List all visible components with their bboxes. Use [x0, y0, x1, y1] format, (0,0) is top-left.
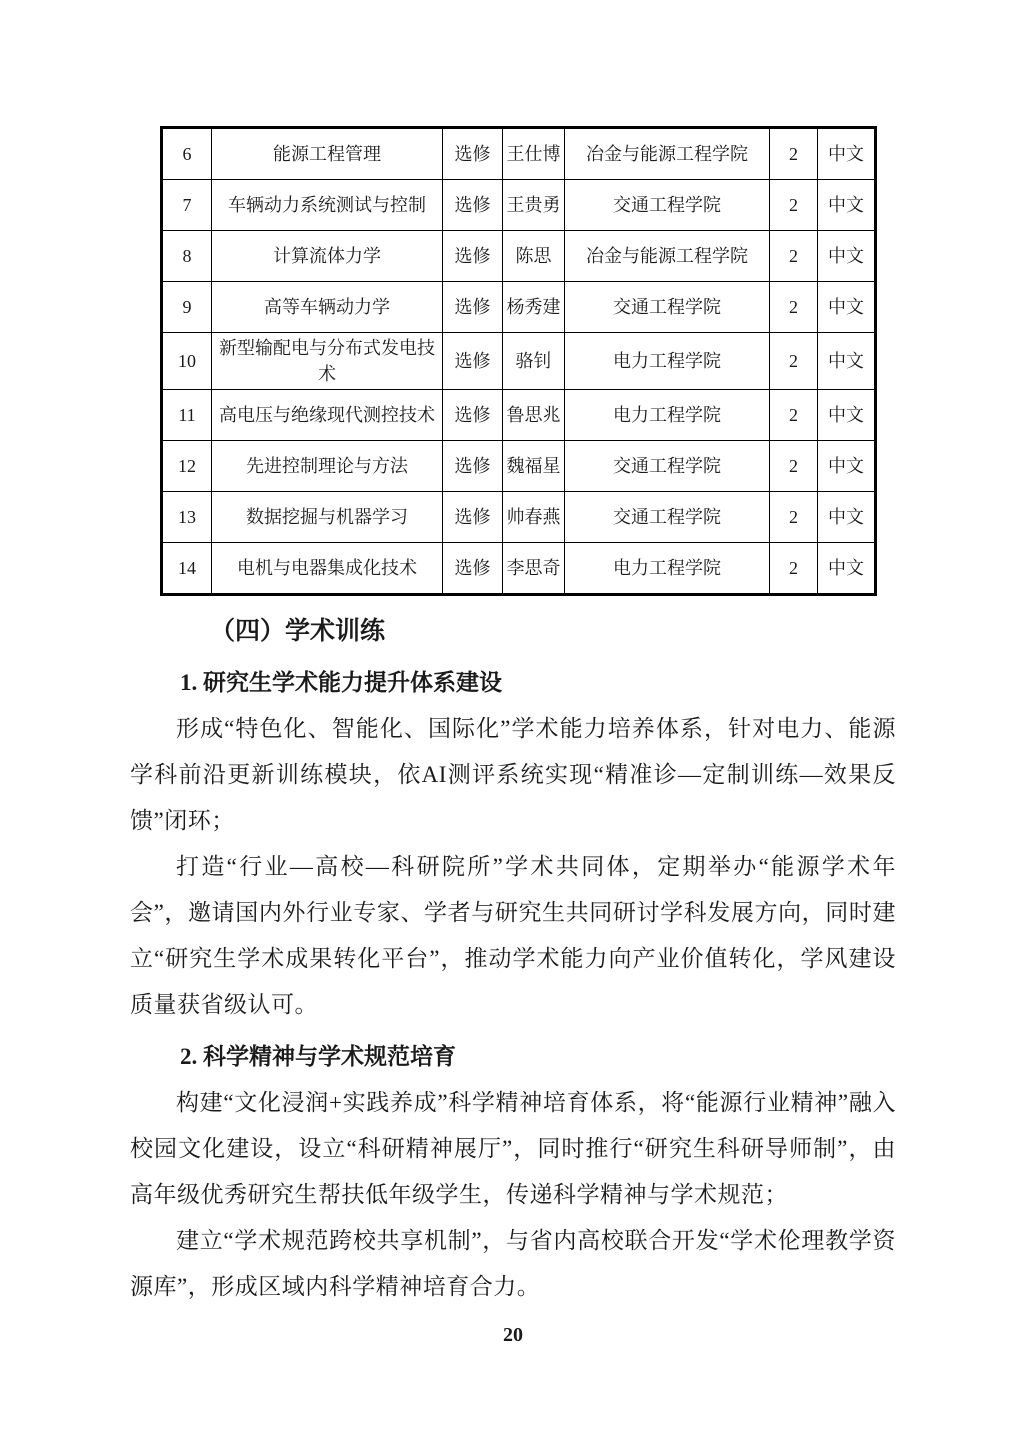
cell-number: 13 — [162, 492, 212, 543]
cell-teacher: 李思奇 — [503, 543, 565, 595]
subsection-1-heading: 1. 研究生学术能力提升体系建设 — [180, 670, 502, 696]
cell-course: 高等车辆动力学 — [212, 282, 443, 333]
cell-type: 选修 — [443, 333, 503, 390]
cell-teacher: 鲁思兆 — [503, 390, 565, 441]
cell-course: 数据挖掘与机器学习 — [212, 492, 443, 543]
cell-credits: 2 — [770, 492, 818, 543]
cell-course: 高电压与绝缘现代测控技术 — [212, 390, 443, 441]
cell-number: 14 — [162, 543, 212, 595]
cell-type: 选修 — [443, 128, 503, 180]
cell-credits: 2 — [770, 128, 818, 180]
cell-course: 先进控制理论与方法 — [212, 441, 443, 492]
table-row — [162, 333, 876, 390]
cell-type: 选修 — [443, 180, 503, 231]
cell-language: 中文 — [818, 492, 876, 543]
cell-credits: 2 — [770, 333, 818, 390]
page-number: 20 — [503, 1324, 523, 1347]
cell-teacher: 王贵勇 — [503, 180, 565, 231]
paragraph-2: 打造“行业—高校—科研院所”学术共同体，定期举办“能源学术年会”，邀请国内外行业专家、学者与研究生共同研讨学科发展方向，同时建立“研究生学术成果转化平台”，推动学术能力向产业价值转化，学风建设质量获省级认可。 — [130, 854, 896, 1018]
cell-college: 交通工程学院 — [565, 492, 770, 543]
cell-number: 9 — [162, 282, 212, 333]
cell-college: 电力工程学院 — [565, 543, 770, 595]
cell-college: 交通工程学院 — [565, 441, 770, 492]
cell-number: 8 — [162, 231, 212, 282]
table-row — [162, 492, 876, 543]
paragraph-4: 建立“学术规范跨校共享机制”，与省内高校联合开发“学术伦理教学资源库”，形成区域内科学精神培育合力。 — [130, 1228, 896, 1300]
cell-teacher: 王仕博 — [503, 128, 565, 180]
cell-credits: 2 — [770, 231, 818, 282]
cell-college: 冶金与能源工程学院 — [565, 128, 770, 180]
cell-course: 车辆动力系统测试与控制 — [212, 180, 443, 231]
paragraph-1: 形成“特色化、智能化、国际化”学术能力培养体系，针对电力、能源学科前沿更新训练模块，依AI测评系统实现“精准诊—定制训练—效果反馈”闭环； — [130, 716, 896, 834]
table-row — [162, 282, 876, 333]
table-row — [162, 543, 876, 595]
cell-college: 电力工程学院 — [565, 333, 770, 390]
cell-course: 计算流体力学 — [212, 231, 443, 282]
table-row — [162, 231, 876, 282]
cell-type: 选修 — [443, 390, 503, 441]
cell-type: 选修 — [443, 441, 503, 492]
table-row — [162, 180, 876, 231]
cell-credits: 2 — [770, 390, 818, 441]
table-row — [162, 441, 876, 492]
cell-teacher: 魏福星 — [503, 441, 565, 492]
cell-language: 中文 — [818, 441, 876, 492]
cell-language: 中文 — [818, 390, 876, 441]
cell-number: 10 — [162, 333, 212, 390]
cell-type: 选修 — [443, 231, 503, 282]
cell-type: 选修 — [443, 543, 503, 595]
cell-language: 中文 — [818, 128, 876, 180]
cell-credits: 2 — [770, 180, 818, 231]
subsection-2-heading: 2. 科学精神与学术规范培育 — [180, 1044, 456, 1070]
cell-language: 中文 — [818, 543, 876, 595]
elective-course-table — [160, 126, 877, 596]
cell-language: 中文 — [818, 282, 876, 333]
cell-course: 新型输配电与分布式发电技术 — [212, 333, 443, 390]
cell-number: 7 — [162, 180, 212, 231]
cell-teacher: 杨秀建 — [503, 282, 565, 333]
cell-type: 选修 — [443, 492, 503, 543]
cell-credits: 2 — [770, 441, 818, 492]
cell-number: 11 — [162, 390, 212, 441]
cell-college: 交通工程学院 — [565, 180, 770, 231]
cell-language: 中文 — [818, 333, 876, 390]
cell-college: 电力工程学院 — [565, 390, 770, 441]
table-row — [162, 128, 876, 180]
cell-credits: 2 — [770, 543, 818, 595]
cell-number: 12 — [162, 441, 212, 492]
table-row — [162, 390, 876, 441]
cell-course: 能源工程管理 — [212, 128, 443, 180]
cell-teacher: 骆钊 — [503, 333, 565, 390]
cell-number: 6 — [162, 128, 212, 180]
cell-teacher: 帅春燕 — [503, 492, 565, 543]
cell-course: 电机与电器集成化技术 — [212, 543, 443, 595]
cell-teacher: 陈思 — [503, 231, 565, 282]
section-heading-academic-training: （四）学术训练 — [210, 618, 386, 646]
cell-language: 中文 — [818, 180, 876, 231]
cell-credits: 2 — [770, 282, 818, 333]
cell-type: 选修 — [443, 282, 503, 333]
cell-college: 交通工程学院 — [565, 282, 770, 333]
cell-language: 中文 — [818, 231, 876, 282]
cell-college: 冶金与能源工程学院 — [565, 231, 770, 282]
paragraph-3: 构建“文化浸润+实践养成”科学精神培育体系，将“能源行业精神”融入校园文化建设，设立“科研精神展厅”，同时推行“研究生科研导师制”，由高年级优秀研究生帮扶低年级学生，传递科学精神与学术规范； — [130, 1090, 896, 1208]
